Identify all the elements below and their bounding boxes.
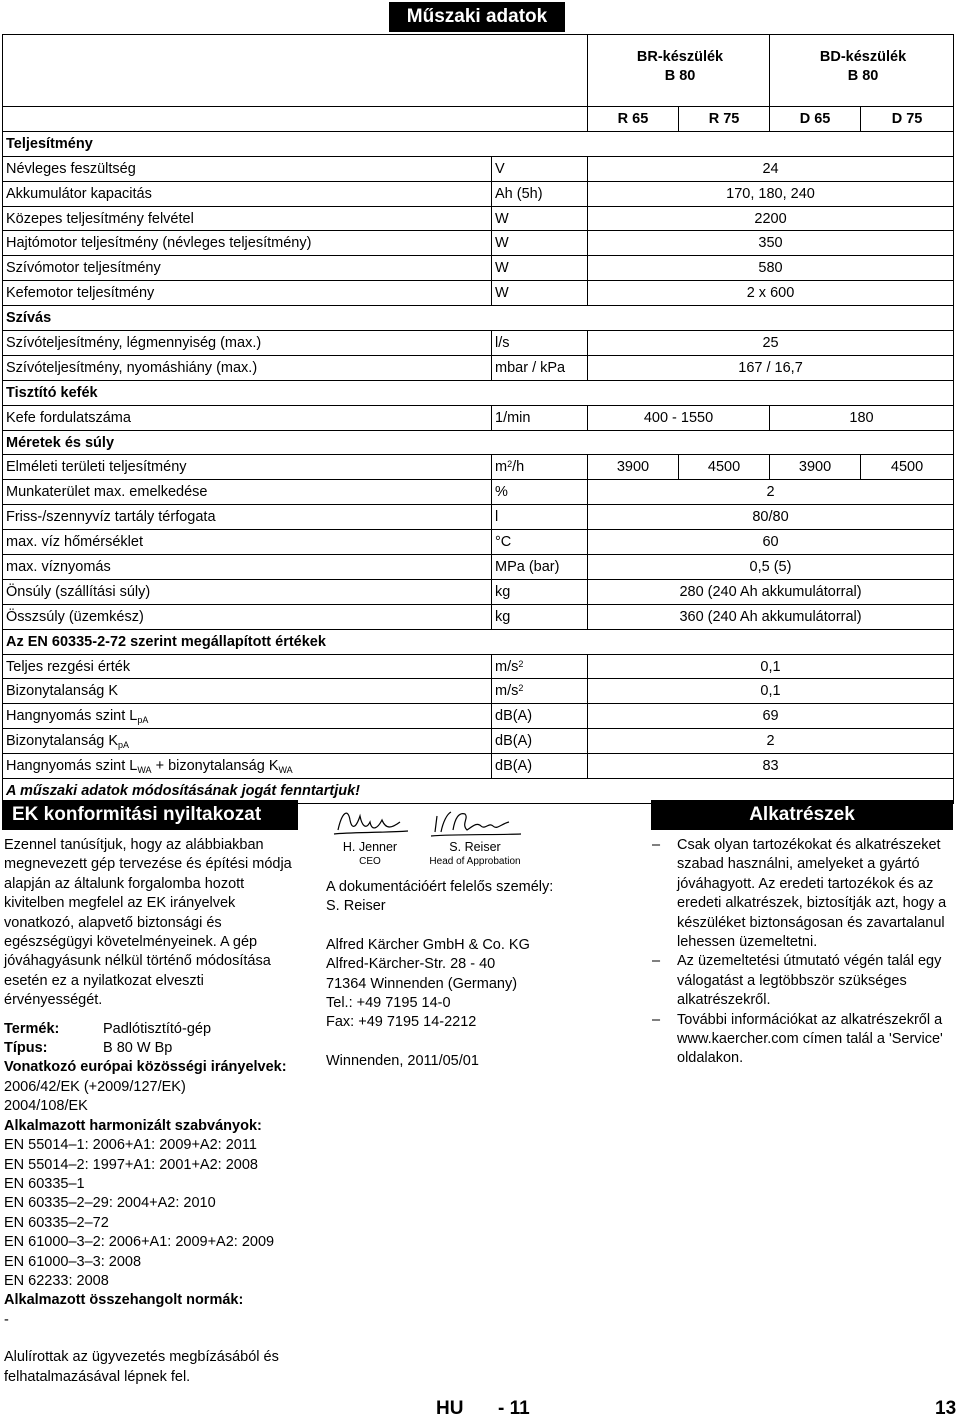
table-row — [3, 206, 954, 231]
row-unit: l/s — [492, 331, 588, 356]
row-value: 83 — [588, 754, 954, 779]
table-row — [3, 231, 954, 256]
row-label: Friss-/szennyvíz tartály térfogata — [3, 505, 492, 530]
row-unit: W — [492, 281, 588, 306]
table-row — [3, 604, 954, 629]
row-value: 60 — [588, 530, 954, 555]
section-header: Méretek és súly — [3, 430, 954, 455]
parts-title: Alkatrészek — [651, 800, 953, 830]
group-header-bd: BD-készülék B 80 — [770, 35, 954, 107]
row-value: 4500 — [679, 455, 770, 480]
table-row — [3, 555, 954, 580]
row-value: 350 — [588, 231, 954, 256]
row-label: Teljes rezgési érték — [3, 654, 492, 679]
table-row — [3, 480, 954, 505]
row-unit: mbar / kPa — [492, 355, 588, 380]
model-header: D 75 — [861, 107, 954, 132]
ek-intro: Ezennel tanúsítjuk, hogy az alábbiakban megnevezett gép tervezése és építési módja alapján az általunk forgalomba hozott kivitelben megfelel az EK irányelvek vonatkozó, alapvető biztonsági és egészségügyi követelményeinek. A gép jóváhagyásunk nélkül történő módosítása esetén ez a nyilatkozat elveszti érvényességét. — [4, 837, 292, 1009]
directive-item: 2006/42/EK (+2009/127/EK) — [4, 1078, 186, 1095]
table-row — [3, 355, 954, 380]
row-value: 3900 — [588, 455, 679, 480]
list-item: – További információkat az alkatrészekről a www.kaercher.com címen talál a 'Service' oldalakon. — [652, 1011, 943, 1067]
table-row — [3, 729, 954, 754]
row-unit: W — [492, 256, 588, 281]
standard-item: EN 60335–1 — [4, 1175, 85, 1192]
row-unit: W — [492, 206, 588, 231]
model-header: R 65 — [588, 107, 679, 132]
signer-role: Head of Approbation — [429, 856, 521, 867]
table-row — [3, 579, 954, 604]
row-label: Összsúly (üzemkész) — [3, 604, 492, 629]
row-value: 2 x 600 — [588, 281, 954, 306]
row-unit: $m/s^2$ — [492, 679, 588, 704]
signature-jenner — [330, 804, 410, 869]
row-unit: l — [492, 505, 588, 530]
doc-responsible-label: A dokumentációért felelős személy: — [326, 879, 554, 895]
signer-role: CEO — [359, 856, 381, 867]
signature-reiser — [425, 804, 525, 869]
table-row — [3, 754, 954, 779]
row-label: max. víznyomás — [3, 555, 492, 580]
model-row-blank — [3, 107, 588, 132]
product-value: Padlótisztító-gép — [103, 1020, 212, 1037]
ek-title: EK konformitási nyiltakozat — [2, 800, 298, 830]
signing-date: Winnenden, 2011/05/01 — [326, 1052, 479, 1069]
row-value: 170, 180, 240 — [588, 181, 954, 206]
list-item: – Az üzemeltetési útmutató végén talál egy válogatást a legtöbbször szükséges alkatrészekről. — [652, 953, 942, 1009]
standard-item: EN 55014–2: 1997+A1: 2001+A2: 2008 — [4, 1156, 258, 1173]
row-value: 0,1 — [588, 654, 954, 679]
handwritten-signature-icon — [425, 804, 525, 840]
company-street: Alfred-Kärcher-Str. 28 - 40 — [326, 956, 496, 973]
footer-language: HU — [436, 1398, 464, 1419]
row-unit: V — [492, 156, 588, 181]
row-label: Közepes teljesítmény felvétel — [3, 206, 492, 231]
signer-name: H. Jenner — [342, 840, 398, 854]
row-value-bd: 180 — [770, 405, 954, 430]
table-row — [3, 331, 954, 356]
row-unit: $m/s^2$ — [492, 654, 588, 679]
row-label: Kefemotor teljesítmény — [3, 281, 492, 306]
directive-item: 2004/108/EK — [4, 1098, 88, 1115]
row-label: Névleges feszültség — [3, 156, 492, 181]
row-unit: 1/min — [492, 405, 588, 430]
standard-item: EN 55014–1: 2006+A1: 2009+A2: 2011 — [4, 1137, 257, 1154]
row-label: Hangnyomás szint $L_{pA}$ — [3, 704, 492, 729]
row-unit: kg — [492, 604, 588, 629]
row-unit: Ah (5h) — [492, 181, 588, 206]
row-value: 24 — [588, 156, 954, 181]
row-label: Elméleti területi teljesítmény — [3, 455, 492, 480]
list-item: – Csak olyan tartozékokat és alkatrészeket szabad használni, amelyeket a gyártó jóváhagyott. Az eredeti tartozékok és az eredeti alkatrészek, biztosítják azt, hogy a készüléket biztonságosan és zavartalanul lehessen üzemeltetni. — [652, 837, 947, 951]
model-header: D 65 — [770, 107, 861, 132]
table-row — [3, 455, 954, 480]
company-name: Alfred Kärcher GmbH & Co. KG — [326, 936, 530, 953]
standard-item: EN 61000–3–2: 2006+A1: 2009+A2: 2009 — [4, 1234, 275, 1251]
page-title: Műszaki adatok — [389, 2, 565, 32]
table-row — [3, 654, 954, 679]
handwritten-signature-icon — [330, 804, 410, 840]
row-unit: °C — [492, 530, 588, 555]
standard-item: EN 60335–2–72 — [4, 1214, 109, 1231]
row-label: Önsúly (szállítási súly) — [3, 579, 492, 604]
standard-item: EN 62233: 2008 — [4, 1272, 109, 1289]
row-value: 69 — [588, 704, 954, 729]
footer-local-page: - 11 — [498, 1398, 530, 1419]
row-value: 3900 — [770, 455, 861, 480]
footer-page-number: 13 — [935, 1398, 957, 1419]
row-label: Hajtómotor teljesítmény (névleges teljesítmény) — [3, 231, 492, 256]
row-unit: W — [492, 231, 588, 256]
row-label: Akkumulátor kapacitás — [3, 181, 492, 206]
section-header: Az EN 60335-2-72 szerint megállapított értékek — [3, 629, 954, 654]
table-row — [3, 281, 954, 306]
row-unit: $m^2/h$ — [492, 455, 588, 480]
row-value: 25 — [588, 331, 954, 356]
norms-title: Alkalmazott összehangolt normák: — [4, 1292, 244, 1309]
row-label: Szívóteljesítmény, nyomáshiány (max.) — [3, 355, 492, 380]
table-row — [3, 256, 954, 281]
company-city: 71364 Winnenden (Germany) — [326, 975, 518, 992]
standard-item: EN 60335–2–29: 2004+A2: 2010 — [4, 1195, 216, 1212]
row-value: 2 — [588, 729, 954, 754]
row-label: Bizonytalanság $K_{pA}$ — [3, 729, 492, 754]
ek-closing: Alulírottak az ügyvezetés megbízásából és felhatalmazásával lépnek fel. — [4, 1349, 279, 1385]
row-value: 580 — [588, 256, 954, 281]
section-header: Tisztító kefék — [3, 380, 954, 405]
row-label: Hangnyomás szint $L_{WA}$ + bizonytalanság $K_{WA}$ — [3, 754, 492, 779]
row-label: Szívómotor teljesítmény — [3, 256, 492, 281]
row-unit: dB(A) — [492, 704, 588, 729]
signer-name: S. Reiser — [449, 840, 501, 854]
row-unit: dB(A) — [492, 754, 588, 779]
row-value: 0,5 (5) — [588, 555, 954, 580]
doc-responsible-name: S. Reiser — [326, 898, 386, 915]
row-value: 360 (240 Ah akkumulátorral) — [588, 604, 954, 629]
row-value: 280 (240 Ah akkumulátorral) — [588, 579, 954, 604]
table-row — [3, 505, 954, 530]
row-label: Bizonytalanság K — [3, 679, 492, 704]
type-value: B 80 W Bp — [103, 1040, 173, 1057]
table-note: A műszaki adatok módosításának jogát fenntartjuk! — [3, 779, 954, 804]
parts-list — [651, 836, 953, 1069]
row-label: Szívóteljesítmény, légmennyiség (max.) — [3, 331, 492, 356]
product-label: Termék: — [4, 1020, 60, 1037]
row-value: 0,1 — [588, 679, 954, 704]
table-row — [3, 156, 954, 181]
group-header-br: BR-készülék B 80 — [588, 35, 770, 107]
row-unit: % — [492, 480, 588, 505]
model-header: R 75 — [679, 107, 770, 132]
standards-title: Alkalmazott harmonizált szabványok: — [4, 1117, 262, 1134]
row-value: 2 — [588, 480, 954, 505]
row-value: 167 / 16,7 — [588, 355, 954, 380]
type-label: Típus: — [4, 1040, 48, 1057]
tech-data-table — [2, 34, 954, 804]
contact-block — [326, 878, 636, 1071]
table-row — [3, 679, 954, 704]
standard-item: EN 61000–3–3: 2008 — [4, 1253, 142, 1270]
ek-declaration — [4, 836, 302, 1387]
table-row — [3, 405, 954, 430]
row-value: 2200 — [588, 206, 954, 231]
row-value: 4500 — [861, 455, 954, 480]
company-tel: Tel.: +49 7195 14-0 — [326, 995, 451, 1012]
norms-value: - — [4, 1311, 9, 1328]
directives-title: Vonatkozó európai közösségi irányelvek: — [4, 1059, 287, 1076]
row-value: 80/80 — [588, 505, 954, 530]
table-row — [3, 181, 954, 206]
company-fax: Fax: +49 7195 14-2212 — [326, 1014, 477, 1031]
row-label: Kefe fordulatszáma — [3, 405, 492, 430]
row-unit: kg — [492, 579, 588, 604]
row-unit: MPa (bar) — [492, 555, 588, 580]
row-label: max. víz hőmérséklet — [3, 530, 492, 555]
table-row — [3, 530, 954, 555]
row-label: Munkaterület max. emelkedése — [3, 480, 492, 505]
section-header: Teljesítmény — [3, 131, 954, 156]
section-header: Szívás — [3, 306, 954, 331]
row-value-br: 400 - 1550 — [588, 405, 770, 430]
table-corner — [3, 35, 588, 107]
table-row — [3, 704, 954, 729]
row-unit: dB(A) — [492, 729, 588, 754]
